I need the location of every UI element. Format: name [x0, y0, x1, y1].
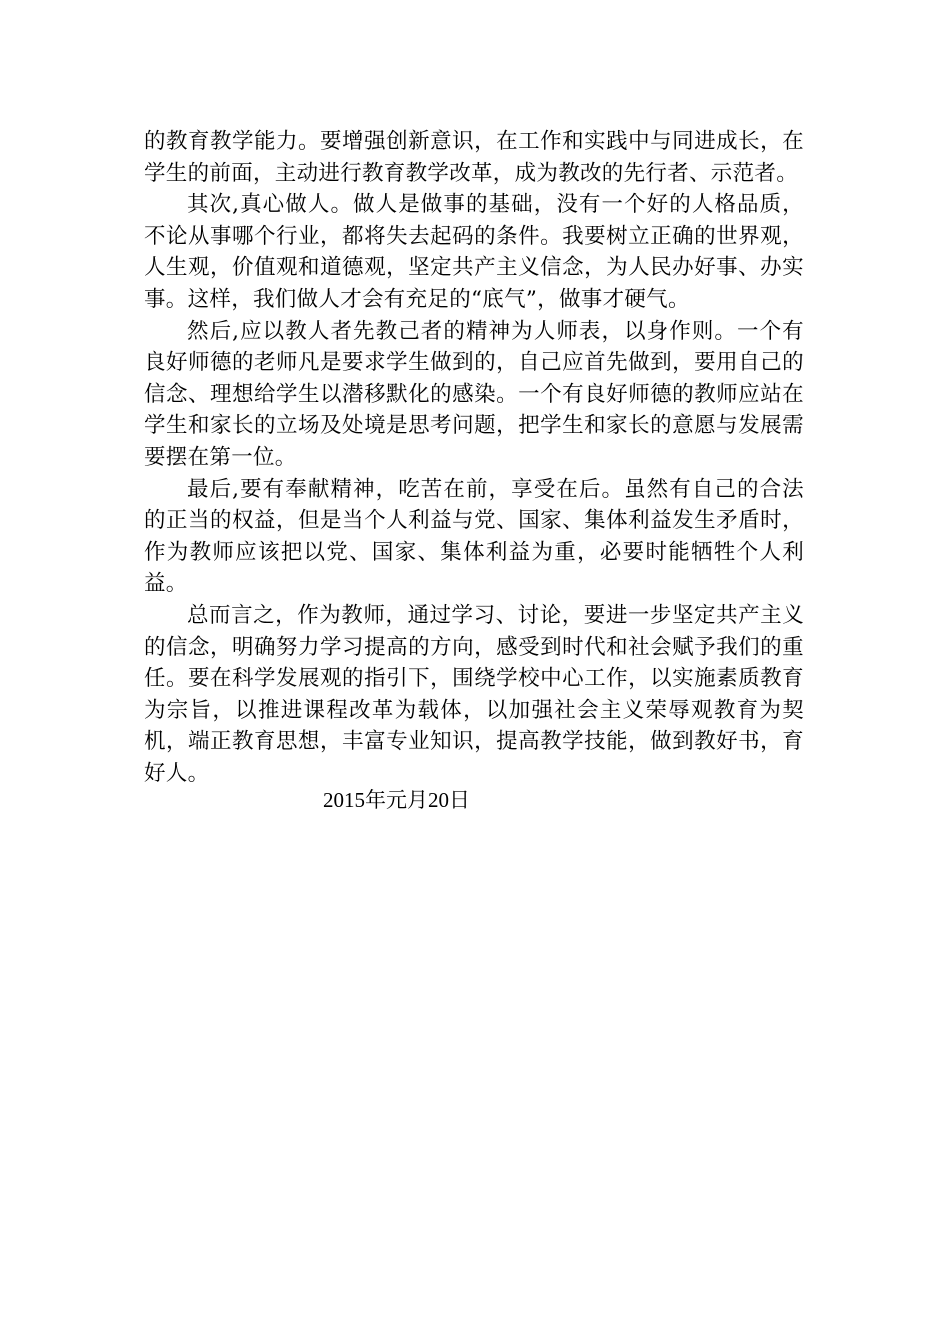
paragraph-dedication: 最后,要有奉献精神，吃苦在前，享受在后。虽然有自己的合法的正当的权益，但是当个人利益与党、国家、集体利益发生矛盾时，作为教师应该把以党、国家、集体利益为重，必要时能牺牲个人利益。	[144, 476, 804, 597]
paragraph-continuation: 的教育教学能力。要增强创新意识，在工作和实践中与同进成长，在学生的前面，主动进行教育教学改革，成为教改的先行者、示范者。	[144, 129, 804, 186]
document-date: 2015年元月20日	[323, 788, 470, 812]
paragraph-be-sincere: 其次,真心做人。做人是做事的基础，没有一个好的人格品质，不论从事哪个行业，都将失去起码的条件。我要树立正确的世界观，人生观，价值观和道德观，坚定共产主义信念，为人民办好事、办实事。这样，我们做人才会有充足的“底气”，做事才硬气。	[144, 192, 804, 312]
paragraph-conclusion: 总而言之，作为教师，通过学习、讨论，要进一步坚定共产主义的信念，明确努力学习提高的方向，感受到时代和社会赋予我们的重任。要在科学发展观的指引下，围绕学校中心工作，以实施素质教育为宗旨，以推进课程改革为载体，以加强社会主义荣辱观教育为契机，端正教育思想，丰富专业知识，提高教学技能，做到教好书，育好人。	[144, 602, 804, 786]
document-body	[144, 126, 804, 789]
paragraph-role-model: 然后,应以教人者先教己者的精神为人师表，以身作则。一个有良好师德的老师凡是要求学生做到的，自己应首先做到，要用自己的信念、理想给学生以潜移默化的感染。一个有良好师德的教师应站在学生和家长的立场及处境是思考问题，把学生和家长的意愿与发展需要摆在第一位。	[144, 318, 804, 470]
